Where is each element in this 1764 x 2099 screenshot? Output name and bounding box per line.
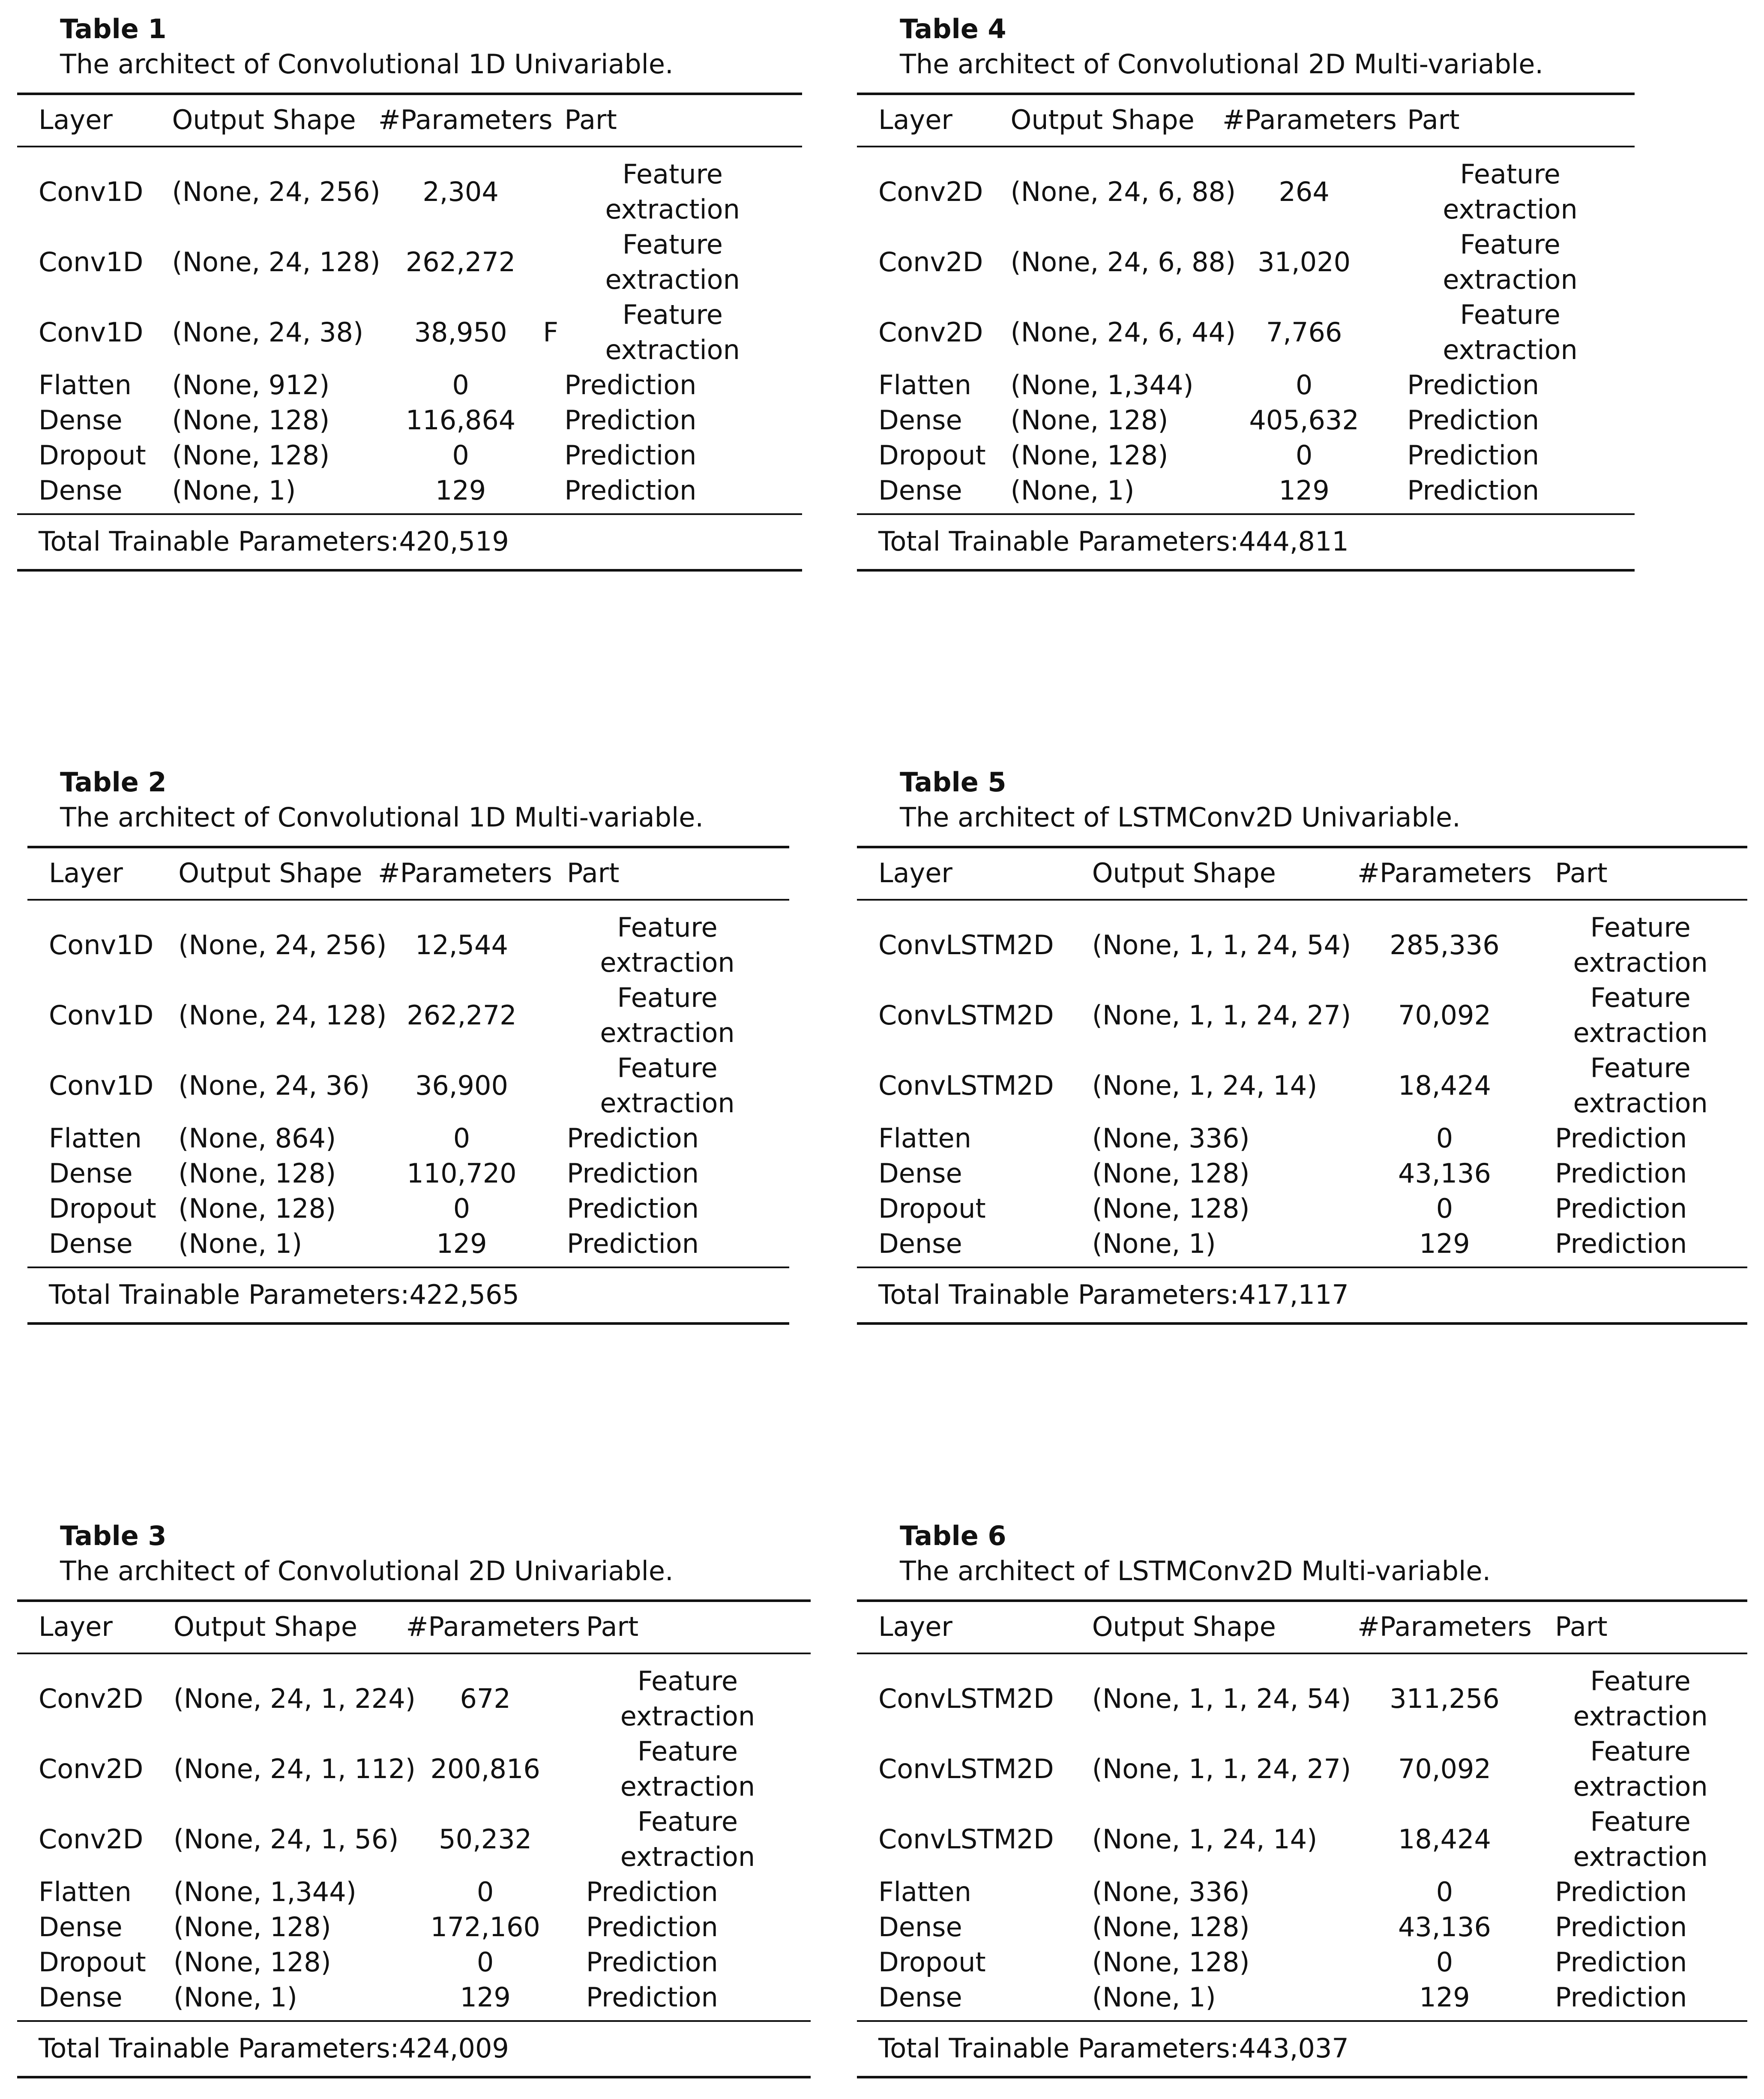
table-row [857, 1910, 1747, 1945]
cell-parameters: 0 [1436, 1193, 1453, 1224]
table-caption: The architect of Convolutional 2D Multi-variable. [900, 48, 1544, 80]
cell-layer: Dense [878, 1158, 962, 1189]
table-5 [857, 765, 1747, 1325]
cell-part: F Feature extraction [543, 299, 740, 365]
cell-part: Prediction [586, 1876, 718, 1907]
total-parameters: Total Trainable Parameters:444,811 [857, 514, 1635, 570]
cell-layer: Dense [49, 1158, 133, 1189]
cell-layer: Conv2D [878, 246, 983, 278]
table-4 [857, 12, 1635, 572]
table-row [27, 1156, 789, 1191]
cell-part: Feature extraction [1443, 299, 1578, 365]
cell-parameters: 129 [460, 1982, 511, 2013]
cell-layer: Flatten [878, 1123, 971, 1154]
table-row [857, 1653, 1747, 1734]
table-row [857, 297, 1635, 368]
cell-output-shape: (None, 1,344) [1010, 369, 1194, 401]
cell-part: Feature extraction [620, 1665, 755, 1732]
table-caption: The architect of LSTMConv2D Univariable. [900, 802, 1461, 833]
cell-layer: Flatten [878, 369, 971, 401]
data-table [857, 93, 1635, 572]
header-output-shape: Output Shape [989, 94, 1223, 147]
table-1 [17, 12, 802, 572]
cell-part: Prediction [1555, 1228, 1687, 1259]
header-parameters: #Parameters [1356, 847, 1534, 900]
table-label: Table 4 [900, 13, 1006, 45]
table-row [857, 1051, 1747, 1121]
table-row [17, 147, 802, 227]
cell-part: Feature extraction [600, 912, 735, 978]
table-caption: The architect of LSTMConv2D Multi-variable. [900, 1555, 1491, 1587]
cell-output-shape: (None, 1, 1, 24, 54) [1092, 929, 1351, 961]
cell-part: Feature extraction [1573, 1665, 1708, 1732]
cell-part: Feature extraction [605, 159, 740, 225]
table-row [27, 1226, 789, 1267]
cell-part: Prediction [586, 1982, 718, 2013]
cell-layer: Dense [39, 475, 123, 506]
cell-parameters: 2,304 [422, 176, 499, 207]
cell-layer: Flatten [39, 369, 132, 401]
cell-parameters: 285,336 [1390, 929, 1500, 961]
cell-layer: Conv2D [878, 317, 983, 348]
table-row [857, 1226, 1747, 1267]
cell-part: Feature extraction [1573, 982, 1708, 1048]
cell-layer: Conv2D [39, 1824, 144, 1855]
header-output-shape: Output Shape [1071, 1601, 1356, 1653]
table-row [17, 1910, 811, 1945]
cell-layer: Conv1D [49, 1000, 154, 1031]
cell-part: Prediction [564, 404, 697, 436]
cell-part: Prediction [567, 1158, 699, 1189]
table-body [857, 1653, 1747, 2021]
cell-parameters: 0 [476, 1876, 494, 1907]
cell-layer: Flatten [878, 1876, 971, 1907]
cell-output-shape: (None, 128) [1092, 1946, 1250, 1978]
table-row [17, 1804, 811, 1874]
cell-output-shape: (None, 24, 1, 224) [173, 1683, 416, 1714]
cell-output-shape: (None, 1, 24, 14) [1092, 1070, 1318, 1101]
table-row [857, 1734, 1747, 1804]
cell-parameters: 43,136 [1398, 1158, 1491, 1189]
total-parameters: Total Trainable Parameters:420,519 [17, 514, 802, 570]
cell-layer: Dropout [39, 1946, 146, 1978]
cell-part: Prediction [564, 369, 697, 401]
cell-output-shape: (None, 24, 1, 112) [173, 1753, 416, 1785]
cell-layer: ConvLSTM2D [878, 1753, 1054, 1785]
cell-parameters: 43,136 [1398, 1911, 1491, 1943]
cell-parameters: 36,900 [415, 1070, 508, 1101]
cell-parameters: 70,092 [1398, 1000, 1491, 1031]
header-output-shape: Output Shape [1071, 847, 1356, 900]
cell-output-shape: (None, 1, 24, 14) [1092, 1824, 1318, 1855]
cell-parameters: 262,272 [405, 246, 516, 278]
table-row [17, 473, 802, 514]
header-layer: Layer [27, 847, 157, 900]
cell-parameters: 0 [1436, 1946, 1453, 1978]
cell-layer: Conv2D [39, 1753, 144, 1785]
cell-layer: Dense [878, 1911, 962, 1943]
header-layer: Layer [17, 94, 150, 147]
header-layer: Layer [17, 1601, 152, 1653]
table-caption: The architect of Convolutional 1D Multi-variable. [60, 802, 704, 833]
cell-layer: Dropout [39, 440, 146, 471]
cell-layer: ConvLSTM2D [878, 1683, 1054, 1714]
cell-parameters: 0 [1295, 440, 1313, 471]
table-label: Table 2 [60, 767, 167, 798]
cell-part: Feature extraction [1573, 912, 1708, 978]
total-parameters: Total Trainable Parameters:422,565 [27, 1267, 789, 1323]
table-row [857, 1874, 1747, 1910]
cell-layer: Conv1D [49, 1070, 154, 1101]
cell-part: Prediction [1555, 1123, 1687, 1154]
data-table [27, 846, 789, 1325]
cell-parameters: 172,160 [430, 1911, 540, 1943]
cell-part: Feature extraction [1443, 229, 1578, 295]
cell-parameters: 405,632 [1249, 404, 1359, 436]
cell-part: Prediction [1407, 440, 1539, 471]
table-row [17, 1945, 811, 1980]
table-row [17, 438, 802, 473]
cell-parameters: 129 [435, 475, 486, 506]
header-part: Part [1533, 847, 1747, 900]
cell-parameters: 200,816 [430, 1753, 540, 1785]
cell-output-shape: (None, 336) [1092, 1123, 1250, 1154]
cell-parameters: 0 [453, 1123, 470, 1154]
header-parameters: #Parameters [1222, 94, 1386, 147]
cell-output-shape: (None, 864) [178, 1123, 336, 1154]
table-row [17, 1653, 811, 1734]
total-parameters: Total Trainable Parameters:443,037 [857, 2021, 1747, 2077]
cell-layer: Dense [878, 1982, 962, 2013]
cell-parameters: 311,256 [1390, 1683, 1500, 1714]
cell-output-shape: (None, 24, 36) [178, 1070, 370, 1101]
cell-output-shape: (None, 336) [1092, 1876, 1250, 1907]
cell-parameters: 12,544 [415, 929, 508, 961]
cell-layer: Dense [878, 1228, 962, 1259]
cell-part: Feature extraction [1573, 1736, 1708, 1802]
cell-part: Feature extraction [600, 1052, 735, 1119]
header-output-shape: Output Shape [150, 94, 378, 147]
table-row [857, 368, 1635, 403]
table-row [857, 1156, 1747, 1191]
cell-part: Prediction [1555, 1193, 1687, 1224]
table-row [857, 227, 1635, 297]
total-parameters: Total Trainable Parameters:417,117 [857, 1267, 1747, 1323]
data-table [857, 1599, 1747, 2078]
cell-part: Prediction [586, 1946, 718, 1978]
table-body [27, 900, 789, 1267]
cell-layer: Dense [878, 404, 962, 436]
table-row [27, 1191, 789, 1226]
cell-part: Prediction [567, 1193, 699, 1224]
cell-output-shape: (None, 128) [1092, 1158, 1250, 1189]
cell-part: Prediction [1407, 369, 1539, 401]
data-table [17, 1599, 811, 2078]
cell-layer: Dense [878, 475, 962, 506]
data-table [857, 846, 1747, 1325]
cell-part: Prediction [1555, 1911, 1687, 1943]
cell-output-shape: (None, 1,344) [173, 1876, 356, 1907]
cell-part: Feature extraction [620, 1736, 755, 1802]
cell-layer: Flatten [49, 1123, 142, 1154]
cell-layer: Conv1D [49, 929, 154, 961]
cell-parameters: 116,864 [405, 404, 516, 436]
cell-output-shape: (None, 24, 128) [172, 246, 380, 278]
cell-layer: Dropout [878, 440, 986, 471]
cell-output-shape: (None, 1) [178, 1228, 302, 1259]
cell-layer: Conv2D [878, 176, 983, 207]
table-caption: The architect of Convolutional 2D Univariable. [60, 1555, 674, 1587]
cell-parameters: 129 [1279, 475, 1330, 506]
cell-part: Prediction [586, 1911, 718, 1943]
table-3 [17, 1519, 811, 2078]
cell-output-shape: (None, 24, 38) [172, 317, 364, 348]
cell-output-shape: (None, 128) [178, 1158, 336, 1189]
cell-output-shape: (None, 128) [172, 404, 330, 436]
header-parameters: #Parameters [406, 1601, 564, 1653]
cell-output-shape: (None, 128) [173, 1946, 331, 1978]
cell-output-shape: (None, 1) [173, 1982, 297, 2013]
cell-output-shape: (None, 1) [1092, 1982, 1216, 2013]
cell-part: Prediction [564, 440, 697, 471]
table-row [857, 147, 1635, 227]
cell-parameters: 129 [1419, 1982, 1470, 2013]
cell-parameters: 0 [453, 1193, 470, 1224]
cell-part: Prediction [564, 475, 697, 506]
table-row [857, 1945, 1747, 1980]
table-row [857, 1191, 1747, 1226]
cell-part: Feature extraction [605, 229, 740, 295]
cell-output-shape: (None, 24, 6, 88) [1010, 246, 1236, 278]
table-2 [27, 765, 789, 1325]
table-body [857, 900, 1747, 1267]
table-row [27, 1051, 789, 1121]
cell-layer: Conv1D [39, 317, 144, 348]
cell-output-shape: (None, 128) [172, 440, 330, 471]
header-output-shape: Output Shape [157, 847, 378, 900]
table-body [17, 1653, 811, 2021]
cell-parameters: 129 [1419, 1228, 1470, 1259]
cell-output-shape: (None, 128) [1010, 404, 1168, 436]
cell-part: Prediction [1407, 475, 1539, 506]
cell-output-shape: (None, 24, 6, 44) [1010, 317, 1236, 348]
table-row [17, 368, 802, 403]
cell-parameters: 18,424 [1398, 1070, 1491, 1101]
cell-parameters: 110,720 [407, 1158, 517, 1189]
table-label: Table 5 [900, 767, 1006, 798]
header-layer: Layer [857, 1601, 1071, 1653]
header-output-shape: Output Shape [152, 1601, 406, 1653]
header-layer: Layer [857, 94, 989, 147]
cell-output-shape: (None, 912) [172, 369, 330, 401]
header-part: Part [1386, 94, 1635, 147]
cell-layer: ConvLSTM2D [878, 1000, 1054, 1031]
cell-parameters: 0 [1295, 369, 1313, 401]
data-table [17, 93, 802, 572]
table-row [27, 900, 789, 980]
cell-layer: ConvLSTM2D [878, 1070, 1054, 1101]
cell-part: Prediction [567, 1123, 699, 1154]
cell-output-shape: (None, 128) [1092, 1911, 1250, 1943]
cell-part: Prediction [1555, 1982, 1687, 2013]
table-row [857, 1980, 1747, 2021]
cell-part: Prediction [1407, 404, 1539, 436]
header-layer: Layer [857, 847, 1071, 900]
cell-layer: Conv1D [39, 246, 144, 278]
cell-output-shape: (None, 24, 256) [178, 929, 387, 961]
table-row [17, 1980, 811, 2021]
cell-output-shape: (None, 1, 1, 24, 27) [1092, 1000, 1351, 1031]
cell-part: Prediction [1555, 1876, 1687, 1907]
table-row [17, 1874, 811, 1910]
table-row [27, 1121, 789, 1156]
header-part: Part [565, 1601, 811, 1653]
table-6 [857, 1519, 1747, 2078]
cell-layer: Flatten [39, 1876, 132, 1907]
cell-output-shape: (None, 128) [173, 1911, 331, 1943]
table-label: Table 1 [60, 13, 167, 45]
cell-parameters: 0 [452, 369, 469, 401]
table-row [17, 1734, 811, 1804]
cell-output-shape: (None, 128) [1092, 1193, 1250, 1224]
table-label: Table 3 [60, 1520, 167, 1551]
cell-output-shape: (None, 24, 1, 56) [173, 1824, 399, 1855]
table-label: Table 6 [900, 1520, 1006, 1551]
table-row [27, 980, 789, 1051]
cell-layer: Conv1D [39, 176, 144, 207]
header-parameters: #Parameters [378, 847, 545, 900]
cell-parameters: 7,766 [1266, 317, 1342, 348]
cell-layer: Dense [49, 1228, 133, 1259]
cell-parameters: 0 [1436, 1876, 1453, 1907]
table-row [17, 227, 802, 297]
cell-layer: Conv2D [39, 1683, 144, 1714]
cell-layer: Dense [39, 404, 123, 436]
cell-part: Prediction [567, 1228, 699, 1259]
cell-output-shape: (None, 1, 1, 24, 54) [1092, 1683, 1351, 1714]
table-body [17, 147, 802, 514]
cell-parameters: 672 [460, 1683, 511, 1714]
cell-part: Prediction [1555, 1946, 1687, 1978]
cell-output-shape: (None, 24, 256) [172, 176, 380, 207]
cell-parameters: 0 [1436, 1123, 1453, 1154]
table-body [857, 147, 1635, 514]
table-row [857, 900, 1747, 980]
cell-parameters: 18,424 [1398, 1824, 1491, 1855]
header-part: Part [543, 94, 802, 147]
total-parameters: Total Trainable Parameters:424,009 [17, 2021, 811, 2077]
table-row [857, 980, 1747, 1051]
cell-output-shape: (None, 1) [1010, 475, 1135, 506]
table-row [17, 403, 802, 438]
cell-layer: Dropout [878, 1946, 986, 1978]
cell-output-shape: (None, 128) [178, 1193, 336, 1224]
cell-parameters: 264 [1279, 176, 1330, 207]
table-row [857, 403, 1635, 438]
cell-layer: Dropout [878, 1193, 986, 1224]
cell-output-shape: (None, 24, 6, 88) [1010, 176, 1236, 207]
cell-part: Feature extraction [620, 1806, 755, 1872]
cell-layer: ConvLSTM2D [878, 929, 1054, 961]
cell-parameters: 0 [476, 1946, 494, 1978]
cell-output-shape: (None, 1) [172, 475, 296, 506]
header-part: Part [1533, 1601, 1747, 1653]
table-row [17, 297, 802, 368]
header-parameters: #Parameters [1356, 1601, 1534, 1653]
table-caption: The architect of Convolutional 1D Univariable. [60, 48, 674, 80]
cell-parameters: 50,232 [439, 1824, 532, 1855]
cell-part: Feature extraction [1573, 1806, 1708, 1872]
table-row [857, 438, 1635, 473]
header-part: Part [545, 847, 789, 900]
header-parameters: #Parameters [378, 94, 543, 147]
cell-layer: Dense [39, 1911, 123, 1943]
cell-output-shape: (None, 1) [1092, 1228, 1216, 1259]
cell-part: Feature extraction [1443, 159, 1578, 225]
table-row [857, 473, 1635, 514]
cell-parameters: 38,950 [414, 317, 507, 348]
cell-layer: ConvLSTM2D [878, 1824, 1054, 1855]
table-row [857, 1121, 1747, 1156]
cell-part: Feature extraction [600, 982, 735, 1048]
cell-output-shape: (None, 128) [1010, 440, 1168, 471]
cell-parameters: 262,272 [407, 1000, 517, 1031]
cell-parameters: 70,092 [1398, 1753, 1491, 1785]
cell-layer: Dropout [49, 1193, 156, 1224]
cell-parameters: 129 [436, 1228, 487, 1259]
cell-part: Prediction [1555, 1158, 1687, 1189]
cell-output-shape: (None, 1, 1, 24, 27) [1092, 1753, 1351, 1785]
cell-part: Feature extraction [1573, 1052, 1708, 1119]
table-row [857, 1804, 1747, 1874]
cell-output-shape: (None, 24, 128) [178, 1000, 387, 1031]
cell-parameters: 31,020 [1258, 246, 1351, 278]
cell-parameters: 0 [452, 440, 469, 471]
cell-layer: Dense [39, 1982, 123, 2013]
